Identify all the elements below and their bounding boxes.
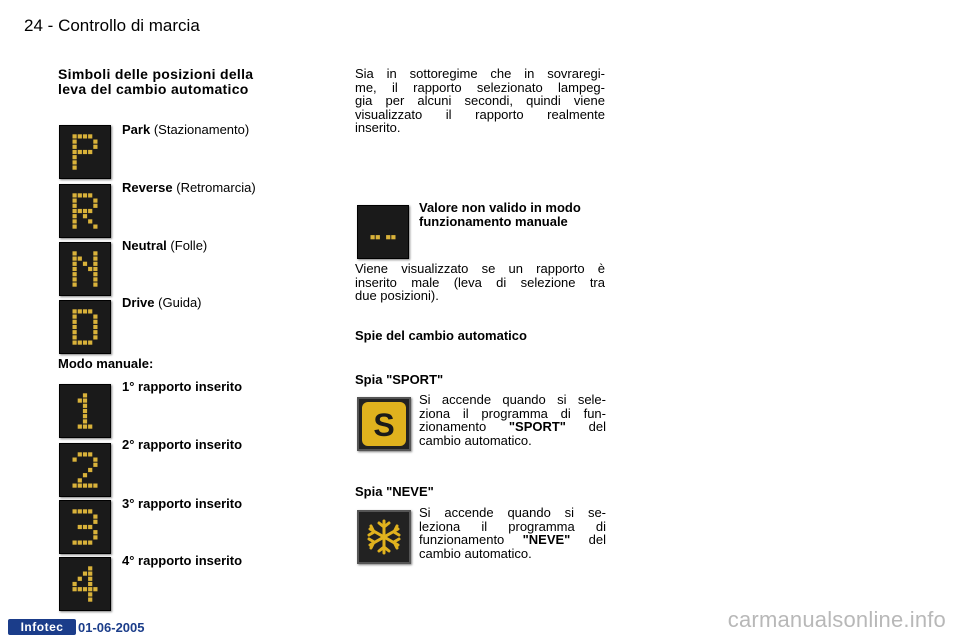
text-run: del [588,532,606,547]
invalid-value-icon [357,205,409,259]
display-dot [78,209,82,213]
display-dot [88,452,92,456]
paragraph-line: inserito male (leva di selezione tra [355,274,605,290]
display-dot [93,225,97,229]
display-dot [73,166,77,170]
paragraph-line [419,420,606,434]
display-dot [73,140,77,144]
display-dot [88,219,92,223]
display-dot [73,150,77,154]
lamps-title: Spie del cambio automatico [355,328,527,343]
watermark: carmanualsonline.info [727,607,946,632]
display-dot [93,330,97,334]
position-translation: (Guida) [158,295,202,310]
display-dot [83,209,87,213]
display-dot [73,251,77,255]
paragraph-line: Sia in sottoregime che in sovraregi- [355,66,605,81]
paragraph-line: Viene visualizzato se un rapporto è [355,261,605,276]
text-run: funzionamento [419,532,505,547]
section-title [58,67,253,97]
paragraph-line: visualizzato il rapporto realmente [355,106,605,122]
display-dot [93,315,97,319]
display-dot [391,235,395,239]
display-dot [93,320,97,324]
section-title-line: Simboli delle posizioni della [58,66,254,82]
display-dot [83,214,87,218]
position-name: Drive [122,295,155,310]
display-dot [78,257,82,261]
display-dot [73,225,77,229]
position-park [122,123,249,137]
paragraph-line: gia per alcuni secondi, quindi viene [355,93,605,108]
text-run: "NEVE" [522,532,571,547]
display-dot [93,262,97,266]
paragraph-line: leziona il programma di [419,518,606,534]
display-dot [83,414,87,418]
lever-n-icon [59,242,111,296]
paragraph-line: cambio automatico. [419,545,532,561]
gear-3-icon [59,500,111,554]
display-dot [93,272,97,276]
footer-date: 01-06-2005 [78,620,145,635]
display-dot [73,214,77,218]
display-dot [88,193,92,197]
position-translation: (Folle) [170,238,208,253]
display-dot [93,140,97,144]
display-dot [78,509,82,513]
display-dot [73,267,77,271]
sport-description [419,393,606,447]
infotec-logo: Infotec [8,619,76,635]
display-dot [93,283,97,287]
display-dot [88,150,92,154]
display-dot [88,134,92,138]
display-dot [83,150,87,154]
display-dot [88,572,92,576]
display-dot [88,309,92,313]
display-dot [73,587,77,591]
display-dot [93,257,97,261]
display-dot [78,541,82,545]
title-line: funzionamento manuale [419,213,568,229]
svg-text:S: S [373,407,395,443]
position-drive [122,296,202,310]
intro-paragraph [355,67,605,135]
display-dot [88,582,92,586]
page-header [24,16,200,36]
display-dot [73,219,77,223]
gear-3-label: 3° rapporto inserito [122,496,243,511]
page-number: 24 [24,16,43,35]
gear-2-label: 2° rapporto inserito [122,437,243,452]
paragraph-line: me, il rapporto selezionato lampeg- [355,79,605,95]
display-dot [78,478,82,482]
display-dot [88,209,92,213]
display-dot [83,452,87,456]
display-dot [83,587,87,591]
position-name: Reverse [122,180,173,195]
display-dot [93,204,97,208]
display-dot [88,525,92,529]
text-run: "SPORT" [508,419,566,434]
display-dot [78,134,82,138]
display-dot [93,458,97,462]
display-dot [386,235,390,239]
display-dot [83,193,87,197]
paragraph-line: due posizioni). [355,288,439,303]
display-dot [78,309,82,313]
display-dot [83,341,87,345]
display-dot [88,592,92,596]
gear-1-icon [59,384,111,438]
display-dot [93,530,97,534]
gear-4-icon [59,557,111,611]
display-dot [73,145,77,149]
display-dot [73,582,77,586]
display-dot [78,452,82,456]
display-dot [73,309,77,313]
lever-r-icon [59,184,111,238]
gear-1-label: 1° rapporto inserito [122,379,243,394]
sport-title: Spia "SPORT" [355,372,444,387]
display-dot [73,204,77,208]
paragraph-line: Si accende quando si sele- [419,392,606,407]
sport-lamp-icon [357,397,411,451]
paragraph-line: Si accende quando si se- [419,505,606,520]
paragraph-line: cambio automatico. [419,432,532,448]
display-dot [88,509,92,513]
gear-2-icon [59,443,111,497]
snowflake-lamp-icon [357,510,411,564]
display-dot [83,309,87,313]
display-dot [88,468,92,472]
display-dot [93,587,97,591]
lever-p-icon [59,125,111,179]
display-dot [78,341,82,345]
display-dot [73,199,77,203]
position-reverse [122,181,256,195]
display-dot [83,399,87,403]
text-run: del [588,419,606,434]
display-dot [73,277,77,281]
display-dot [83,425,87,429]
header-separator: - [47,16,54,35]
display-dot [88,598,92,602]
display-dot [93,484,97,488]
display-dot [93,535,97,539]
display-dot [78,577,82,581]
display-dot [88,577,92,581]
display-dot [73,193,77,197]
display-dot [83,541,87,545]
invalid-value-title [419,201,609,228]
manual-mode-label: Modo manuale: [58,356,154,371]
display-dot [78,484,82,488]
display-dot [73,209,77,213]
display-dot [93,199,97,203]
paragraph-line [419,533,606,547]
display-dot [73,341,77,345]
display-dot [88,484,92,488]
display-dot [78,150,82,154]
display-dot [73,541,77,545]
neve-description [419,506,606,560]
invalid-value-paragraph [355,262,605,303]
display-dot [78,425,82,429]
display-dot [88,267,92,271]
position-name: Park [122,122,151,137]
display-dot [88,425,92,429]
display-dot [73,320,77,324]
position-translation: (Retromarcia) [176,180,256,195]
text-run: zionamento [419,419,487,434]
display-dot [73,272,77,276]
display-dot [371,235,375,239]
display-dot [88,566,92,570]
display-dot [73,134,77,138]
display-dot [83,393,87,397]
display-dot [93,277,97,281]
display-dot [83,484,87,488]
display-dot [73,458,77,462]
display-dot [88,587,92,591]
display-dot [93,251,97,255]
display-dot [78,587,82,591]
display-dot [376,235,380,239]
display-dot [93,325,97,329]
display-dot [73,325,77,329]
position-translation: (Stazionamento) [153,122,250,137]
neve-title: Spia "NEVE" [355,484,434,499]
page-title: Controllo di marcia [58,16,200,35]
lever-d-icon [59,300,111,354]
display-dot [93,267,97,271]
display-dot [73,330,77,334]
display-dot [83,473,87,477]
display-dot [93,463,97,467]
display-dot [93,145,97,149]
position-neutral [122,239,207,253]
paragraph-line: ziona il programma di fun- [419,405,606,421]
display-dot [73,283,77,287]
display-dot [78,193,82,197]
display-dot [73,484,77,488]
display-dot [83,262,87,266]
display-dot [78,525,82,529]
display-dot [83,409,87,413]
display-dot [88,541,92,545]
display-dot [73,262,77,266]
display-dot [73,315,77,319]
display-dot [83,134,87,138]
paragraph-line: inserito. [355,120,401,135]
display-dot [73,160,77,164]
display-dot [73,155,77,159]
display-dot [93,515,97,519]
display-dot [73,509,77,513]
display-dot [73,335,77,339]
display-dot [88,341,92,345]
display-dot [73,257,77,261]
display-dot [83,404,87,408]
display-dot [83,509,87,513]
display-dot [83,525,87,529]
display-dot [78,399,82,403]
title-line: Valore non valido in modo [419,200,581,215]
position-name: Neutral [122,238,167,253]
gear-4-label: 4° rapporto inserito [122,553,243,568]
display-dot [93,520,97,524]
section-title-line: leva del cambio automatico [58,81,249,97]
display-dot [83,572,87,576]
display-dot [83,419,87,423]
display-dot [93,335,97,339]
